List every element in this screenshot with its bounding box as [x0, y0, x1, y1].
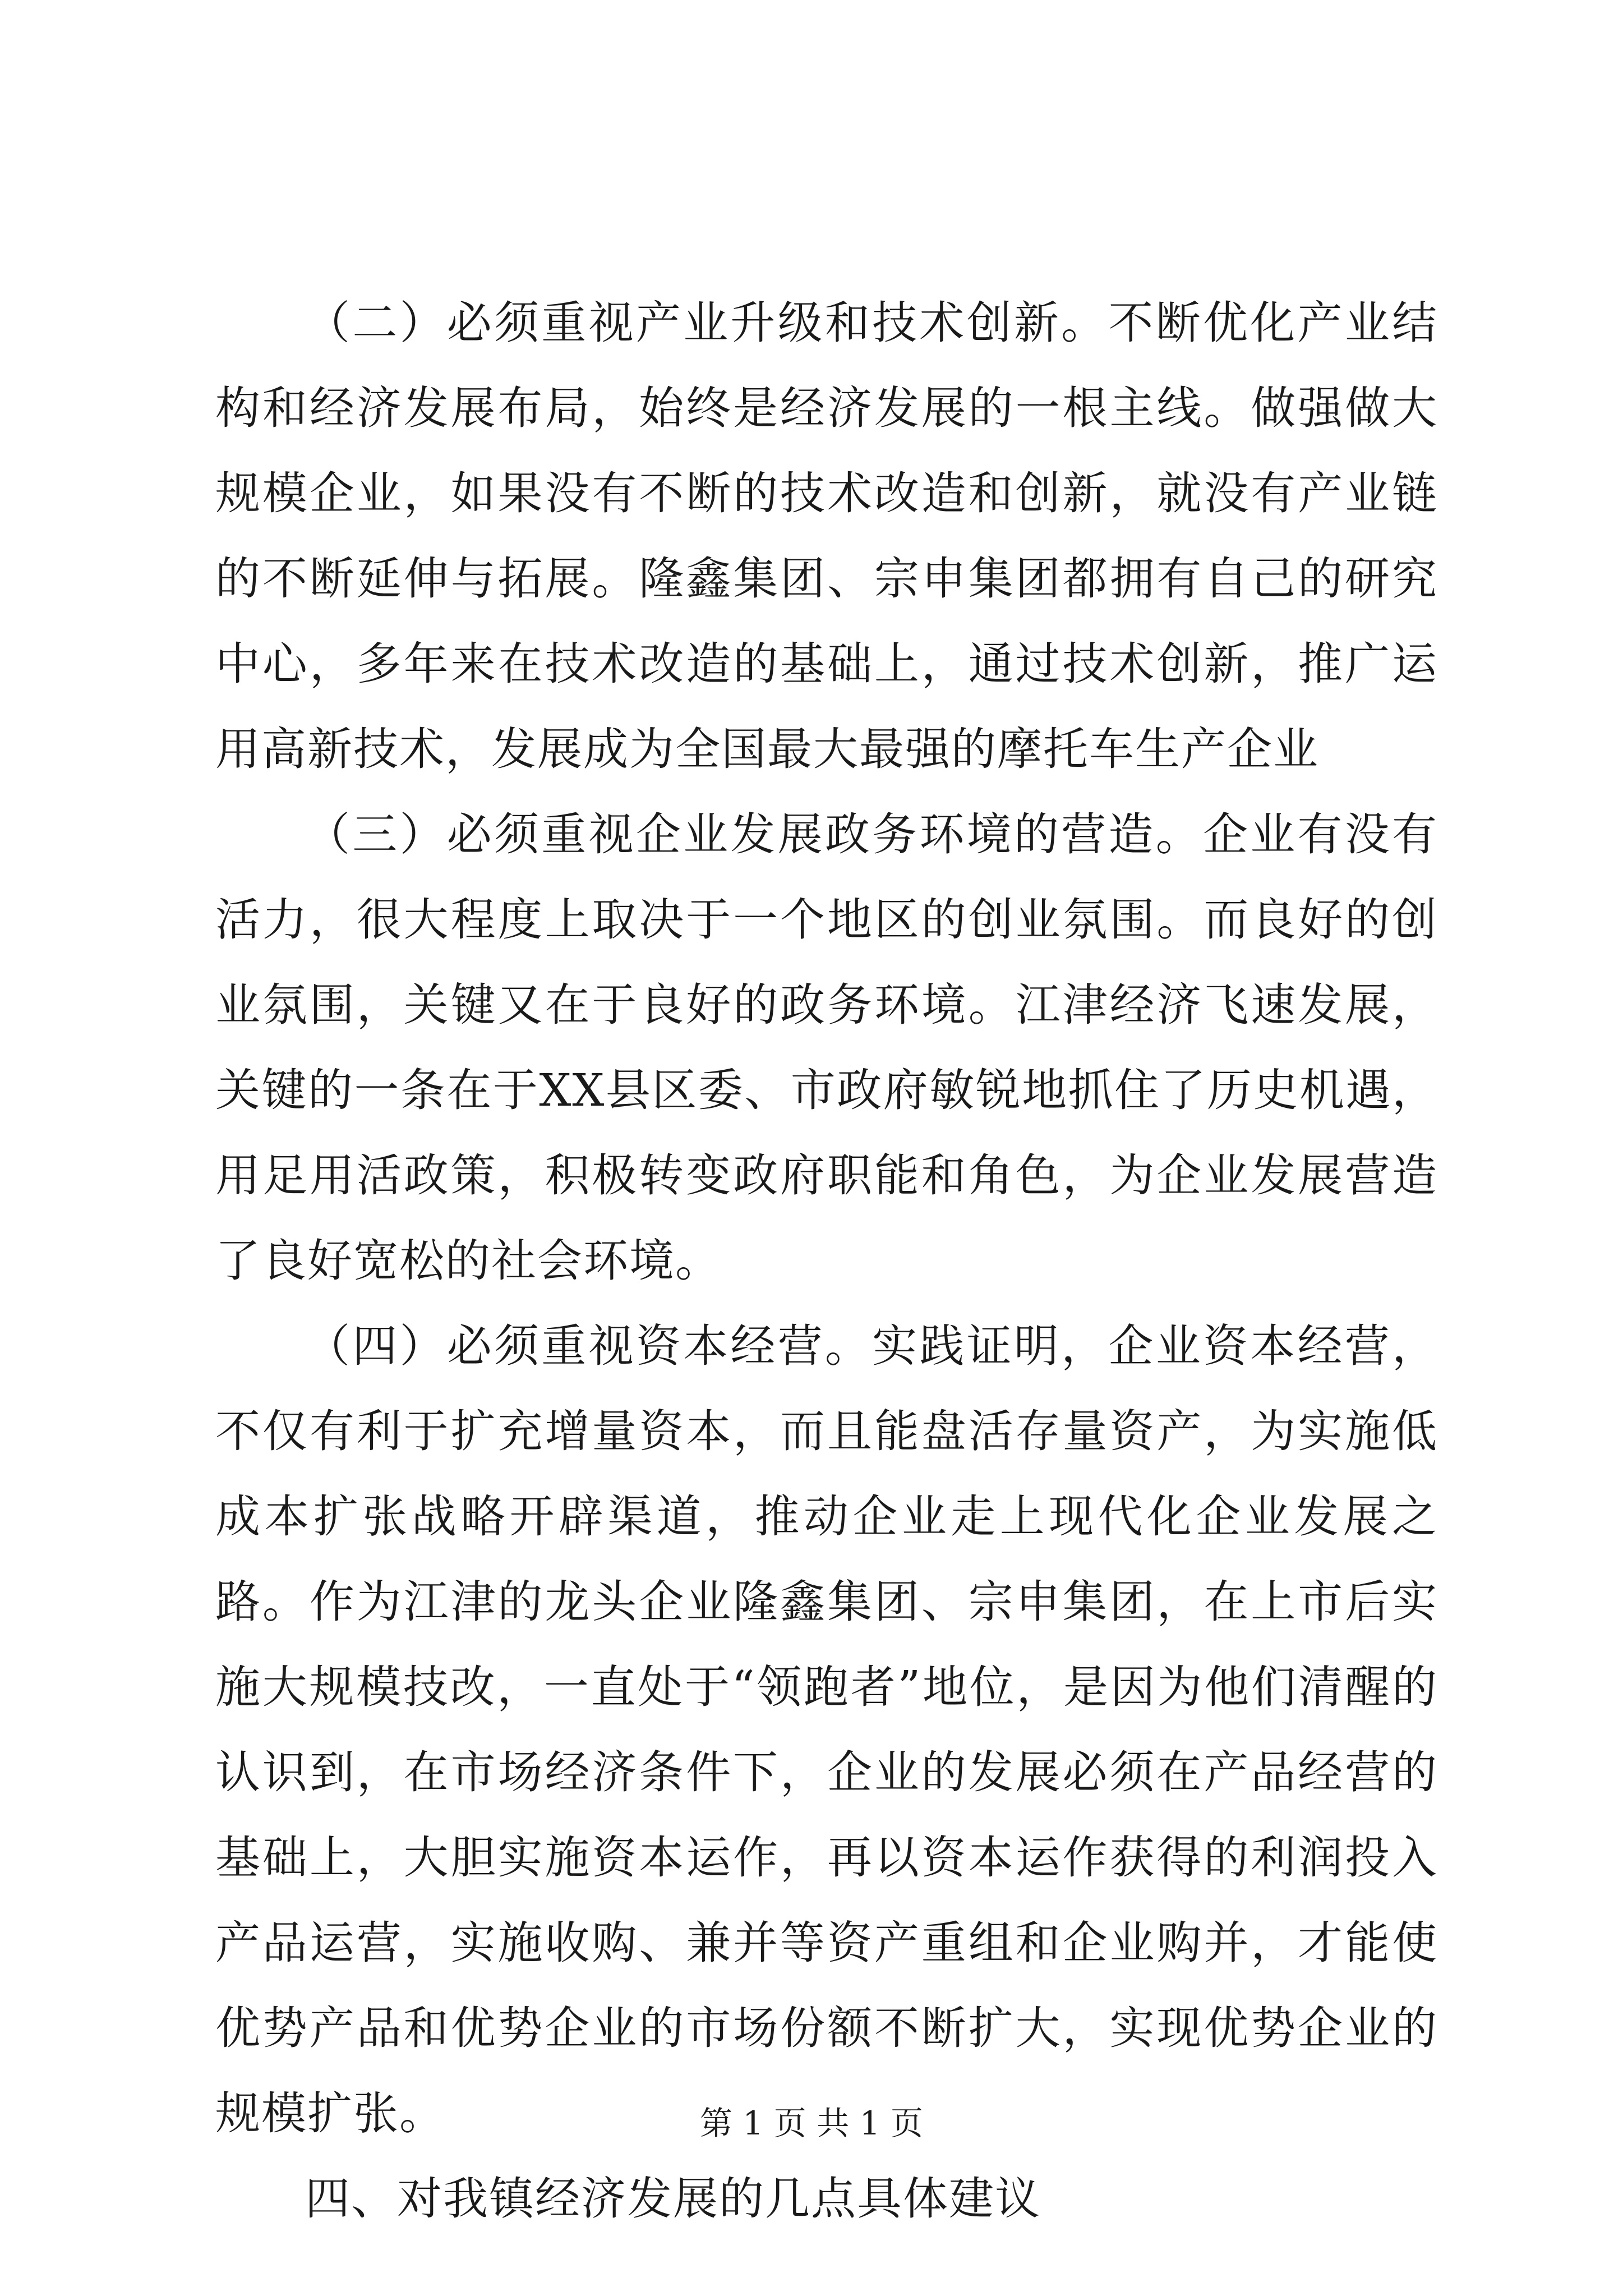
paragraph-government-environment: （三）必须重视企业发展政务环境的营造。企业有没有活力，很大程度上取决于一个地区的创业氛围。而良好的创业氛围，关键又在于良好的政务环境。江津经济飞速发展，关键的一条在于XX县区委、市政府敏锐地抓住了历史机遇，用足用活政策，积极转变政府职能和角色，为企业发展营造了良好宽松的社会环境。 — [215, 808, 1438, 1287]
page-footer: 第 1 页 共 1 页 — [700, 2104, 923, 2142]
document-body — [215, 280, 1438, 2242]
section-heading-suggestions: 四、对我镇经济发展的几点具体建议 — [305, 2173, 1041, 2225]
paragraph-capital-operation: （四）必须重视资本经营。实践证明，企业资本经营，不仅有利于扩充增量资本，而且能盘活存量资产，为实施低成本扩张战略开辟渠道，推动企业走上现代化企业发展之路。作为江津的龙头企业隆鑫集团、宗申集团，在上市后实施大规模技改，一直处于“领跑者”地位，是因为他们清醒的认识到，在市场经济条件下，企业的发展必须在产品经营的基础上，大胆实施资本运作，再以资本运作获得的利润投入产品运营，实施收购、兼并等资产重组和企业购并，才能使优势产品和优势企业的市场份额不断扩大，实现优势企业的规模扩张。 — [215, 1320, 1438, 2139]
paragraph-industry-upgrade: （二）必须重视产业升级和技术创新。不断优化产业结构和经济发展布局，始终是经济发展的一根主线。做强做大规模企业，如果没有不断的技术改造和创新，就没有产业链的不断延伸与拓展。隆鑫集团、宗申集团都拥有自己的研究中心，多年来在技术改造的基础上，通过技术创新，推广运用高新技术，发展成为全国最大最强的摩托车生产企业 — [215, 297, 1438, 775]
